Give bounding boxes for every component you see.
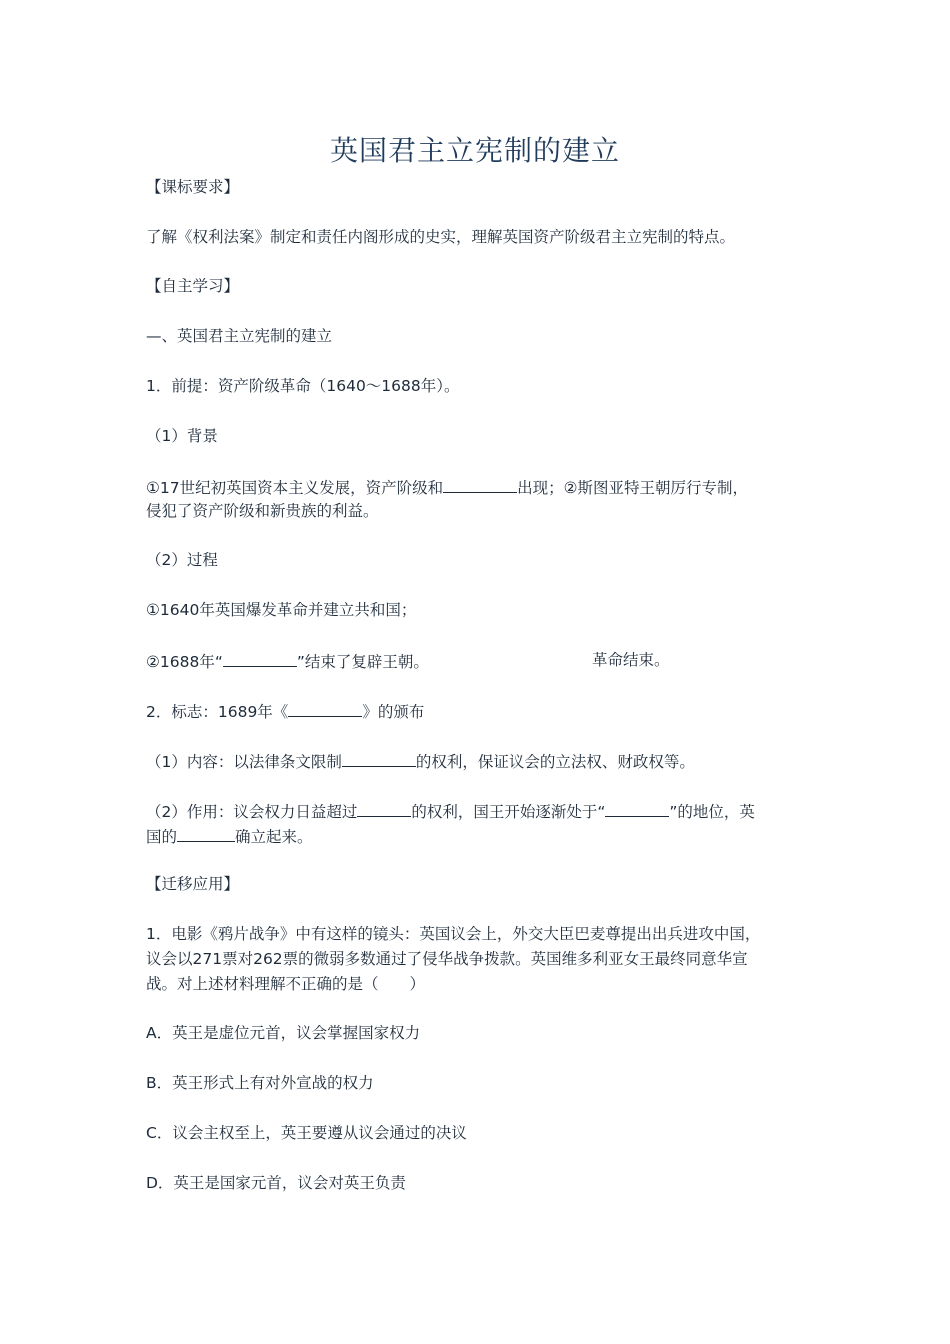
section-heading-zizhu: 【自主学习】 [146,277,240,295]
sub-process: （2）过程 [146,551,218,569]
section-heading-qianyi: 【迁移应用】 [146,875,240,893]
item2-symbol [146,698,826,725]
effect-text-c: ”的地位，英 [669,803,755,821]
fill-blank[interactable] [443,474,517,493]
effect-line1 [146,798,826,825]
item2-text-a: 2．标志：1689年《 [146,703,289,721]
fill-blank[interactable] [177,823,235,842]
question1-line3: 战。对上述材料理解不正确的是（ ） [146,975,426,993]
option-c[interactable]: C．议会主权至上，英王要遵从议会通过的决议 [146,1124,467,1142]
background-text-a: ①17世纪初英国资本主义发展，资产阶级和 [146,479,444,497]
fill-blank[interactable] [342,748,416,767]
effect-text-a: （2）作用：议会权力日益超过 [146,803,358,821]
effect-line2 [146,823,826,850]
fill-blank[interactable] [223,648,297,667]
option-a[interactable]: A．英王是虚位元首，议会掌握国家权力 [146,1024,421,1042]
question1-line1: 1．电影《鸦片战争》中有这样的镜头：英国议会上，外交大臣巴麦尊提出出兵进攻中国， [146,925,761,943]
effect-text-b: 的权利，国王开始逐渐处于“ [411,803,606,821]
background-line2: 侵犯了资产阶级和新贵族的利益。 [146,502,379,520]
fill-blank[interactable] [357,798,411,817]
effect-text-e: 确立起来。 [235,828,313,846]
part1-heading: —、英国君主立宪制的建立 [146,327,333,345]
kebiao-text: 了解《权利法案》制定和责任内阁形成的史实，理解英国资产阶级君主立宪制的特点。 [146,228,736,246]
content-text-b: 的权利，保证议会的立法权、财政权等。 [415,753,695,771]
item1-premise: 1．前提：资产阶级革命（1640～1688年）。 [146,377,460,395]
process-text-b: ”结束了复辟王朝。 [296,653,429,671]
process-text-c: 革命结束。 [592,651,670,669]
effect-text-d: 国的 [146,828,178,846]
background-text-b: 出现；②斯图亚特王朝厉行专制， [517,479,749,497]
process-line1: ①1640年英国爆发革命并建立共和国； [146,601,417,619]
sub-background: （1）背景 [146,427,218,445]
question1-line2: 议会以271票对262票的微弱多数通过了侵华战争拨款。英国维多利亚女王最终同意华宣 [146,950,748,968]
item2-text-b: 》的颁布 [362,703,425,721]
fill-blank[interactable] [288,698,362,717]
content-line [146,748,826,775]
process-text-a: ②1688年“ [146,653,223,671]
background-line1 [146,474,826,501]
content-text-a: （1）内容：以法律条文限制 [146,753,342,771]
fill-blank[interactable] [605,798,669,817]
process-line2 [146,648,826,675]
option-d[interactable]: D．英王是国家元首，议会对英王负责 [146,1174,406,1192]
option-b[interactable]: B．英王形式上有对外宣战的权力 [146,1074,374,1092]
section-heading-kebiao: 【课标要求】 [146,178,240,196]
page-title: 英国君主立宪制的建立 [329,134,620,167]
